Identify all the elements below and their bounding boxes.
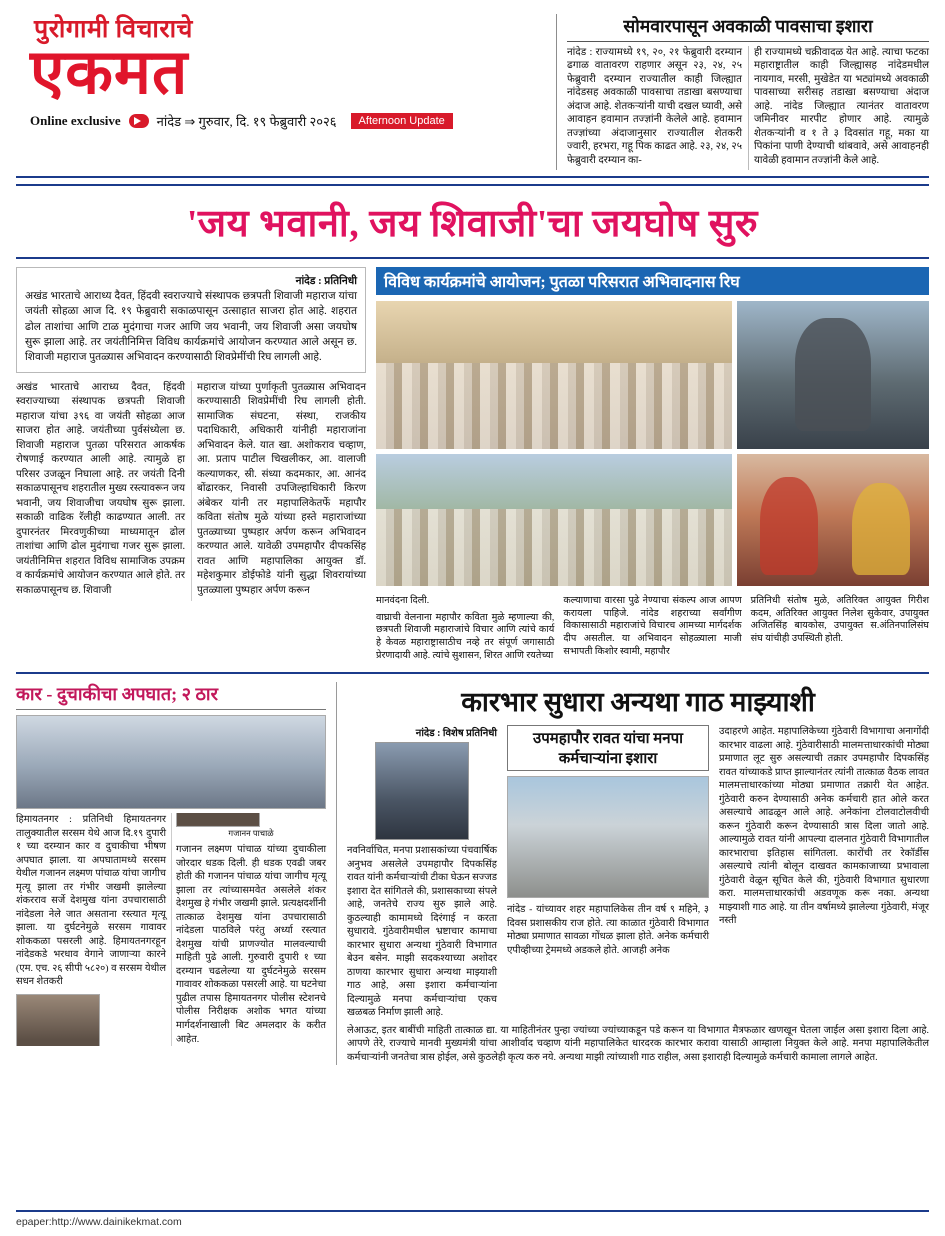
afternoon-update-badge: Afternoon Update — [351, 113, 453, 129]
accident-headline: कार - दुचाकीचा अपघात; २ ठार — [16, 682, 326, 710]
accident-col-2: गजानन लक्ष्मण पांचाळ यांच्या दुचाकीला जोरदार धडक दिली. ही धडक एवढी जबर होती की गजानन पांचाळ यांचा जागीच मृत्यू झाला तर त्यांच्यासमवेत असलेले शंकर देशमुख हे गंभीर जखमी झाले. प्रत्यक्षदर्शीनी तात्काळ देशमुख यांना उपचारासाठी नांदेडला पाठविले परंतु अर्ध्या रस्त्यात देशमुख यांची प्राणज्योत मालवल्याची माहिती पुढे आली. गुरुवारी दुपारी १ च्या दरम्यान चढलेल्या या दुर्घटनेमुळे सरसम गावावर शोककळा पसरली आहे. या घटनेचा पुढील तपास हिमायतनगर पोलीस स्टेशनचे पोलीस निरीक्षक अशोक भगत यांच्या मार्गदर्शनाखाली बिट अमलदार के करीत आहेत. — [176, 844, 326, 1045]
photo-felicitation — [376, 301, 732, 449]
mayor-top-row — [347, 725, 929, 1020]
photo-victim-caption: गजानन पाचाळे — [228, 829, 274, 839]
main-headline: 'जय भवानी, जय शिवाजी'चा जयघोष सुरु — [186, 202, 759, 245]
mayor-col-3-text: उदाहरणे आहेत. महापालिकेच्या गुंठेवारी विभागाचा अनागोंदी कारभार वाढला आहे. गुंठेवारीसाठी मालमत्ताधारकांची मोठ्या प्रमाणात लूट सुरु असल्याची तक्रार उपमहापौर दिपकसिंह रावत यांच्याकडे प्राप्त झाल्यानंतर त्यांनी तात्काळ वैठक लावत मालमत्ताधारकांच्या मोठ्या प्रमाणात तक्रारी येत आहेत. गुंठेवारी करुन देण्यासाठी अनेक कर्मचारी हात ओले करत असल्याचे आढळून आले आहे. अनेकांना टोलवाटोलवीची करून गुंठेवारी करून देण्यासाठी त्रास दिला जातो आहे. आल्यामुळे रावत यांनी आपल्या दालनात गुंठेवारी विभागातील कारभाराचा इतिहास सांगितला. कारोंची तर रेकॉर्डीस असल्याचे त्यांनी बोलून दाखवत कामकाजाच्या प्रभावाला गुंठेवारी वेळून सूचित केले की, गुंठेवारी विभागात सुधारणा करा. मालमत्ताधारकांची अडवणूक करू नका. अन्यथा माझ्याशी गाठ आहे. या तीन वर्षामध्ये झालेल्या गुंठेवारी, मंजूर नस्ती — [719, 726, 929, 927]
weather-col-1: नांदेड : राज्यामध्ये १९, २०, २१ फेब्रुवारी दरम्यान ढगाळ वातावरण राहणार असून २३, २४, २५ फेब्रुवारी दरम्यान राज्यातील काही जिल्ह्यात नांदेडसह अवकाळी पावसाचा तडाखा बसण्याचा अंदाज आहे. शेतकऱ्यांनी याची दखल घ्यावी, असे आवाहन हवामान तज्ज्ञांनी केलेले आहे. हवामान तज्ज्ञांच्या अंदाजानुसार राज्यातील शेतकरी ज्वारी, हरभरा, गहू पिक काढत आहे. २३, २४, २५ फेब्रुवारी दरम्यान का- — [567, 47, 742, 166]
lead-body-columns — [16, 381, 366, 601]
masthead — [16, 14, 929, 178]
accident-story — [16, 682, 326, 1064]
photo-procession — [376, 454, 732, 586]
accident-col-1: हिमायतनगर : प्रतिनिधी हिमायतनगर तालुक्यातील सरसम येथे आज दि.१९ दुपारी १ च्या दरम्यान कार व दुचाकीचा भीषण अपघात झाला. या अपघातामध्ये सरसम येथील गजानन लक्ष्मण पांचाळ यांचा जागीच मृत्यू झाला तर गंभीर जखमी झालेल्या शंकरराव सर्जे देशमुख यांना उपचारासाठी नांदेडला नेले जात असताना रस्त्यात मृत्यू झाला. या दुर्घटनेमुळे सरसम गावावर शोककळा पसरली आहे. हिमायतनगरहून नांदेडकडे भरधाव वेगाने जाणाऱ्या कारने (एम. एच. २६ सीपी ५८२०) व सरसम येथील सधन शेतकरी — [16, 814, 166, 988]
divider-rule — [16, 257, 929, 259]
masthead-brand — [16, 14, 556, 130]
photo-section-subhead: विविध कार्यक्रमांचे आयोजन; पुतळा परिसरात अभिवादनास रिघ — [376, 267, 929, 295]
photo-people-overlay — [376, 363, 732, 449]
child-shape-2 — [852, 483, 910, 575]
mayor-col-3 — [719, 725, 929, 1020]
online-exclusive-label: Online exclusive — [30, 113, 121, 129]
lead-col-2: महाराज यांच्या पुर्णाकृती पुतळ्यास अभिवादन करण्यासाठी शिवप्रेमींची रिघ लागली होती. सामाजिक संघटना, संस्था, राजकीय पदाधिकारी, अधिकारी यांनीही महाराजांना अभिवादन केले. यात खा. अशोकराव चव्हाण, आ. प्रताप पाटील चिखलीकर, आ. वालाजी कल्याणकर, स्री. संध्या कदमकार, आ. आनंद बोंढारकर, निवासी उपजिल्हाधिकारी किरण अंबेकर यांनी तर महापालिकेतर्फे महापौर कविता संतोष मुळे यांच्या हस्ते महाराजांच्या पुतळ्याच्या पुष्पहार अर्पण करून अभिवादन करण्यात आले. यावेळी उपमहापौर दीपकसिंह रावत आणि महापालिका आयुक्त डॉ. महेशकुमार डोईफोडे यांनी सुद्धा शिवरायांच्या पुतळ्याला पुष्पहार अर्पण करून — [197, 381, 366, 596]
statue-shape — [795, 318, 872, 430]
masthead-title: एकमत — [30, 38, 189, 107]
lead-section — [16, 267, 929, 664]
photo-grid — [376, 301, 929, 586]
photo-municipal-building — [507, 776, 709, 898]
masthead-tagline: पुरोगामी विचाराचे — [34, 16, 193, 43]
arrow-icon — [129, 114, 149, 128]
mayor-warning-story — [336, 682, 929, 1064]
lead-intro-box — [16, 267, 366, 373]
photo-deputy-mayor — [375, 742, 469, 840]
photo-caption-1: वाघ्राची वेलनाना महापौर कविता मुळे म्हणाल्या की, छत्रपती शिवाजी महाराजांचे विचार आणि त्यांचे कार्य हे केवळ महाराष्ट्रासाठीच नव्हे तर संपूर्ण जगासाठी प्रेरणादायी आहे. त्यांचे सुशासन, शिरत आणि रयतेच्या — [376, 611, 555, 662]
lead-dateline: नांदेड : प्रतिनिधी — [295, 275, 357, 287]
mayor-headline: कारभार सुधारा अन्यथा गाठ माझ्याशी — [461, 687, 815, 718]
photo-children-costume — [737, 454, 929, 586]
lead-col-3: मानवंदना दिली. — [376, 594, 430, 606]
lead-left-column — [16, 267, 366, 664]
main-headline-block — [16, 184, 929, 248]
photo-column-main — [376, 301, 732, 586]
lead-intro-text: अखंड भारताचे आराध्य दैवत, हिंदवी स्वराज्याचे संस्थापक छत्रपती शिवाजी महाराज यांचा जयंती सोहळा आज दि. १९ फेब्रुवारी सकाळपासून उत्साहात साजरा होत आहे. शहरात ढोल ताशांचा आणि टाळ मुदंगाचा गजर आणि जय भवानी, जय शिवाजी असा जयघोष सुरू झाला आहे. तर जयंतीनिमित्त विविध कार्यक्रमांचे आयोजन करण्यात आले असून छ. शिवाजी महाराज पुतळ्यास अभिवादन करण्यासाठी शिवप्रेमींची रिघ लागली आहे. — [25, 290, 357, 364]
photo-shivaji-statue — [737, 301, 929, 449]
mayor-col-2-text: नांदेड - यांच्यावर शहर महापालिकेस तीन वर्ष ९ महिने, ३ दिवस प्रशासकीय राज होते. त्या काळात गुंठेवारी विभागात मोठ्या प्रमाणात सावळा गोंधळ झाला होते. अनेक कर्मचारी एपीव्हीच्या ट्रेममध्ये अडकले होते. आजही अनेक — [507, 904, 709, 956]
photo-captions-row — [376, 591, 929, 664]
mayor-col-1-text: नवनिर्वाचित, मनपा प्रशासकांच्या पंचवार्षिक अनुभव असलेले उपमहापौर दिपकसिंह रावत यांनी कर्मचाऱ्यांची टीका घेऊन सज्जड इशारा देत सांगितले की, प्रशासकाच्या संपले आहे, जनतेचे राज्य सुरु झाले आहे. कुठल्याही कामामध्ये दिरंगाई न करता सुधारावे. गुंठेवारीमधील भ्रष्टाचार कामाचा कारभार सुधारा अन्यथा गुंठेवारी विभागात बेउन बसेन. माझी सदकश्याच्या अशोदर ठाणया कारभार सुधारा अन्यथा माझ्याशी गाठ आहे, असा इशारा कर्मचाऱ्यांना दिल्यामुळे मनपा कर्मचाऱ्यांचा एकच खळबळ निर्माण झाली आहे. — [347, 845, 497, 1019]
child-shape-1 — [760, 477, 818, 575]
masthead-info-strip — [30, 112, 556, 130]
footer-epaper-link[interactable]: epaper:http://www.dainikekmat.com — [16, 1216, 182, 1228]
mayor-byline: नांदेड : विशेष प्रतिनिधी — [415, 728, 497, 740]
photo-accident-car — [16, 715, 326, 809]
photo-caption-3: प्रतिनिधी संतोष मुळे, अतिरिक्त आयुक्त गिरीश कदम, अतिरिक्त आयुक्त निलेश सुकेवार, उपायुक्त अजितसिंह बायकोस, उपायुक्त स.अंतिनपालिसंघ संघ यांचीही उपस्थिती होती. — [750, 594, 929, 645]
lead-col-3-wrap — [376, 591, 554, 664]
lead-right-column — [376, 267, 929, 664]
photo-column-side — [737, 301, 929, 586]
weather-body — [567, 46, 929, 170]
footer — [16, 1210, 929, 1228]
mayor-col-2 — [507, 725, 709, 1020]
lead-col-1: अखंड भारताचे आराध्य दैवत, हिंदवी स्वराज्याच्या संस्थापक छत्रपती शिवाजी महाराज यांचा ३९६ वा जयंती सोहळा आज साजरा होत आहे. जयंतीच्या पुर्वसंध्येला छ. शिवाजी महाराज पुतळा परिसरात आकर्षक रोषणाई करण्यात आली आहे. त्यामुळे हा परिसर उजळून निघाला आहे. तर जयंती दिनी सकाळपासूनच शहरातील मुख्य रस्त्यावरून जय भवानी, जय शिवाजीचा जयघोष सुरू झाला. सकाळी वाढिक रॅलीही काढण्यात आली. तर दुपारनंतर मिरवणुकीच्या माध्यमातून ढोल ताशांचा आणि ढोल मुदंगाचा गजर सुरू झाला. जयंतीनिमित्त शहरात विविध सामाजिक उपक्रम व कार्यक्रमांचे आयोजन करण्यात आले होते. तर सकाळपासूनच छ. शिवाजी — [16, 381, 185, 596]
mayor-col-4-text: लेआऊट, इतर बाबींची माहिती तात्काळ द्या. या माहितीनंतर पुन्हा ज्यांच्या ज्यांच्याकडून पडे करून या विभागात मैत्रफळार खणखून घेतला जाईल असा इशारा दिला आहे. आपणे तेरे, राज्याचे मानवी मुख्यमंत्री यांचा आशीर्वाद चव्हाण यांनी महापालिकेत धारदरक कारभार करावा यासाठी आम्हाला नियुक्त केले आहे. मनपा महापालिकेतील कर्मचाऱ्यांनी जनतेचा त्रास होईल, असे कुठलेही कृत्य करु नये. अन्यथा माझी त्यांच्याशी गाठ राहील, असा इशाराही दिल्यामुळे कर्मचारी कामाला लागले आहेत. — [347, 1024, 929, 1063]
weather-headline: सोमवारपासून अवकाळी पावसाचा इशारा — [567, 14, 929, 42]
photo-caption-2: कल्याणाचा वारसा पुढे नेण्याचा संकल्प आज आपण करायला पाहिजे. नांदेड शहराच्या सर्वांगीण विकासासाठी महाराजांचे विचारच आमच्या मार्गदर्शक दीप असतील. या अभिवादन सोहळ्याला माजी सभापती किशोर स्वामी, महापौर — [563, 594, 742, 658]
bottom-section — [16, 672, 929, 1064]
masthead-dateline: नांदेड ⇒ गुरुवार, दि. १९ फेब्रुवारी २०२६ — [156, 114, 337, 130]
accident-photos — [16, 715, 326, 809]
mayor-col-1 — [347, 725, 497, 1020]
weather-col-2: ही राज्यामध्ये चक्रीवादळ येत आहे. त्याचा फटका महाराष्ट्रातील काही जिल्ह्यासह नांदेडमधील नायगाव, मरसी, मुखेडेत या भट्यांमध्ये अवकाळी पावसाच्या सरीसह तडाखा बसण्याचा अंदाज आहे. नांदेड जिल्ह्यात त्यानंतर वातावरण जमिनीवर मारपीट होणार आहे. त्यामुळे शेतकऱ्यांनी व १ ते ३ दिवसांत गहू, मका या पिकांना पाणी देण्याची थांबवावे, असे आवाहनही यावेळी हवामान तज्ज्ञांनी केले आहे. — [754, 47, 929, 166]
photo-people-overlay-2 — [376, 509, 732, 586]
accident-body — [16, 813, 326, 1046]
mayor-subheadline: उपमहापौर रावत यांचा मनपा कर्मचाऱ्यांना इशारा — [507, 725, 709, 771]
weather-article — [556, 14, 929, 170]
